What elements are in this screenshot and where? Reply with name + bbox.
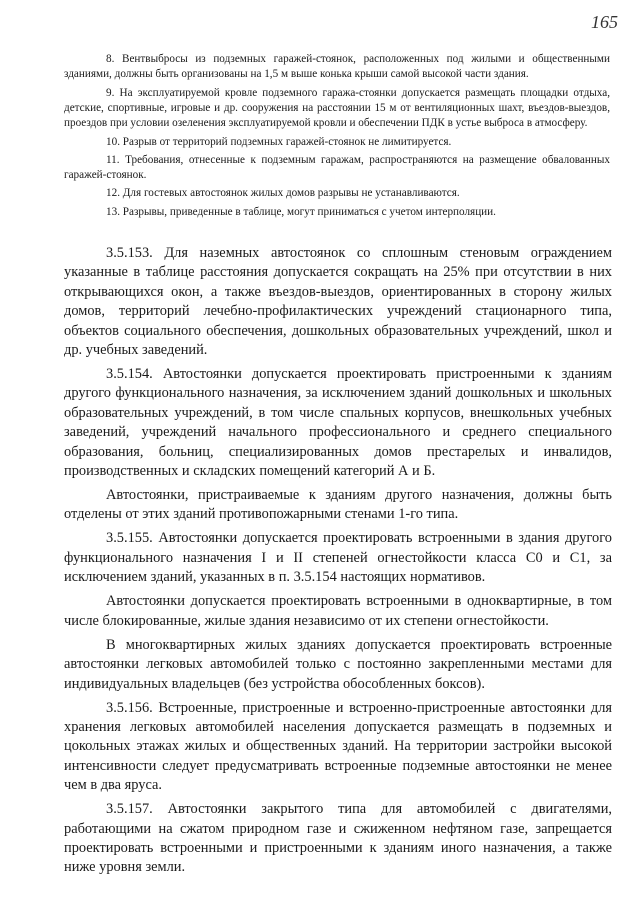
paragraph: 3.5.155. Автостоянки допускается проектировать встроенными в здания другого функционального назначения I и II степеней огнестойкости класса С0 и С1, за исключением зданий, указанных в п. 3.5.154 настоящих нормативов. — [64, 530, 612, 586]
paragraph: 3.5.156. Встроенные, пристроенные и встроенно-пристроенные автостоянки для хранения легковых автомобилей населения допускается размещать в подземных и цокольных этажах жилых и общественных зданий. На территории застройки высокой интенсивности следует предусматривать встроенные подземные автостоянки не менее чем в два яруса. — [64, 699, 612, 794]
note-item: 10. Разрыв от территорий подземных гаражей-стоянок не лимитируется. — [106, 135, 452, 148]
paragraph: 3.5.157. Автостоянки закрытого типа для автомобилей с двигателями, работающими на сжатом природном газе и сжиженном нефтяном газе, запрещается проектировать встроенными и пристроенными к зданиям иного назначения, а также ниже уровня земли. — [64, 801, 612, 876]
paragraph: Автостоянки, пристраиваемые к зданиям другого назначения, должны быть отделены от этих зданий противопожарными стенами 1-го типа. — [64, 487, 612, 523]
table-notes — [64, 52, 610, 223]
page-number: 165 — [591, 12, 618, 32]
paragraph: 3.5.154. Автостоянки допускается проектировать пристроенными к зданиям другого функционального назначения, за исключением зданий дошкольных и школьных образовательных учреждений, в том числе спальных корпусов, внешкольных учебных заведений, учреждений начального профессионального и среднего специального образования, больниц, специализированных домов престарелых и инвалидов, производственных и складских помещений категорий А и Б. — [64, 366, 612, 480]
note-item: 12. Для гостевых автостоянок жилых домов разрывы не устанавливаются. — [106, 187, 460, 200]
paragraph: Автостоянки допускается проектировать встроенными в одноквартирные, в том числе блокированные, жилые здания независимо от их степени огнестойкости. — [64, 593, 612, 629]
paragraph: 3.5.153. Для наземных автостоянок со сплошным стеновым ограждением указанные в таблице расстояния допускается сокращать на 25% при отсутствии в них открывающихся окон, а также въездов-выездов, ориентированных в сторону жилых домов, территорий лечебно-профилактических учреждений стационарного типа, объектов социального обеспечения, дошкольных образовательных учреждений, школ и др. учебных заведений. — [64, 245, 612, 359]
note-item: 13. Разрывы, приведенные в таблице, могут приниматься с учетом интерполяции. — [106, 205, 496, 218]
note-item: 9. На эксплуатируемой кровле подземного гаража-стоянки допускается размещать площадки отдыха, детские, спортивные, игровые и др. сооружения на расстоянии 15 м от вентиляционных шахт, въездов-выездов, проездов при условии озеленения эксплуатируемой кровли и обеспечении ПДК в устье выброса в атмосферу. — [64, 86, 610, 130]
paragraph: В многоквартирных жилых зданиях допускается проектировать встроенные автостоянки легковых автомобилей только с постоянно закрепленными местами для индивидуальных владельцев (без устройства обособленных боксов). — [64, 636, 612, 692]
note-item: 11. Требования, отнесенные к подземным гаражам, распространяются на размещение обвалованных гаражей-стоянок. — [64, 153, 610, 182]
main-text — [64, 244, 612, 882]
note-item: 8. Вентвыбросы из подземных гаражей-стоянок, расположенных под жилыми и общественными зданиями, должны быть организованы на 1,5 м выше конька крыши самой высокой части здания. — [64, 53, 610, 81]
